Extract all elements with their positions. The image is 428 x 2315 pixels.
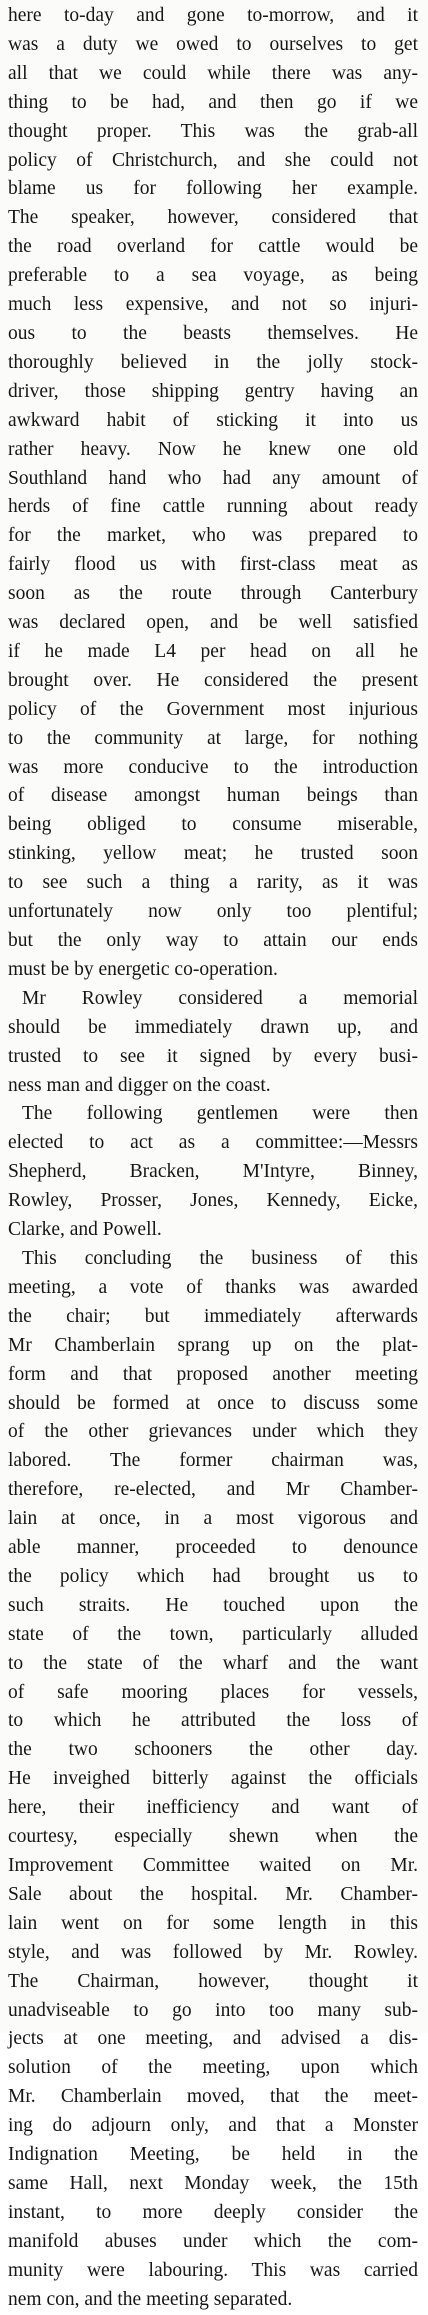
text-line: munity were labouring. This was carried [8,2259,418,2281]
text-line: thoroughly believed in the jolly stock- [8,351,418,373]
text-line: ing do adjourn only, and that a Monster [8,2115,418,2137]
text-line: the policy which had brought us to [8,1565,418,1587]
text-line: jects at one meeting, and advised a dis- [8,2028,418,2050]
text-line: manifold abuses under which the com- [8,2230,418,2252]
text-line: unfortunately now only too plentiful; [8,901,418,923]
text-line: brought over. He considered the present [8,669,418,691]
text-line: blame us for following her example. [8,178,418,200]
text-line: to which he attributed the loss of [8,1710,418,1732]
text-line: fairly flood us with first-class meat as [8,554,418,576]
text-line: to the state of the wharf and the want [8,1652,418,1674]
text-line: therefore, re-elected, and Mr Chamber- [8,1479,418,1501]
text-line: The speaker, however, considered that [8,207,418,229]
text-line: stinking, yellow meat; he trusted soon [8,843,418,865]
text-line: labored. The former chairman was, [8,1450,418,1472]
text-line: nem con, and the meeting separated. [8,2288,293,2310]
text-line: ous to the beasts themselves. He [8,322,418,344]
text-line: preferable to a sea voyage, as being [8,265,418,287]
text-line: here to-day and gone to-morrow, and it [8,5,418,26]
text-line: being obliged to consume miserable, [8,814,418,836]
text-line: thought proper. This was the grab-all [8,120,418,142]
text-line: Sale about the hospital. Mr. Chamber- [8,1883,418,1905]
text-line: instant, to more deeply consider the [8,2201,418,2223]
text-line: solution of the meeting, upon which [8,2057,418,2079]
article-paragraph [8,1100,418,1245]
text-line: same Hall, next Monday week, the 15th [8,2172,418,2194]
article-paragraph [8,985,418,1101]
text-line: to see such a thing a rarity, as it was [8,872,418,894]
text-line: rather heavy. Now he knew one old [8,438,418,460]
text-line: meeting, a vote of thanks was awarded [8,1276,418,1298]
text-line: awkward habit of sticking it into us [8,409,418,431]
text-line: Mr. Chamberlain moved, that the meet- [8,2086,418,2108]
text-line: for the market, who was prepared to [8,525,418,547]
text-line: Mr Rowley considered a memorial [22,987,418,1009]
text-line: thing to be had, and then go if we [8,91,418,113]
text-line: courtesy, especially shewn when the [8,1826,418,1848]
text-line: was declared open, and be well satisfied [8,612,418,634]
text-line: unadviseable to go into too many sub- [8,1999,418,2021]
text-line: was more conducive to the introduction [8,756,418,778]
text-line: if he made L4 per head on all he [8,640,418,662]
article-paragraph [8,2,418,985]
text-line: Indignation Meeting, be held in the [8,2144,418,2166]
text-line: able manner, proceeded to denounce [8,1537,418,1559]
text-line: Rowley, Prosser, Jones, Kennedy, Eicke, [8,1190,418,1212]
text-line: here, their inefficiency and want of [8,1797,418,1819]
article-paragraph [8,1245,418,2315]
text-line: form and that proposed another meeting [8,1363,418,1385]
text-line: of safe mooring places for vessels, [8,1681,418,1703]
text-line: trusted to see it signed by every busi- [8,1045,418,1067]
text-line: the two schooners the other day. [8,1739,418,1761]
text-line: policy of Christchurch, and she could not [8,149,418,171]
text-line: Clarke, and Powell. [8,1219,162,1241]
article-body [8,2,418,2315]
text-line: to the community at large, for nothing [8,727,418,749]
text-line: Improvement Committee waited on Mr. [8,1855,418,1876]
text-line: policy of the Government most injurious [8,698,418,720]
text-line: herds of fine cattle running about ready [8,496,418,518]
text-line: lain at once, in a most vigorous and [8,1508,418,1530]
text-line: Shepherd, Bracken, M'Intyre, Binney, [8,1161,418,1183]
text-line: He inveighed bitterly against the officials [8,1768,418,1790]
text-line: style, and was followed by Mr. Rowley. [8,1941,418,1963]
text-line: should be formed at once to discuss some [8,1392,418,1414]
text-line: of the other grievances under which they [8,1421,418,1443]
text-line: all that we could while there was any- [8,62,418,84]
text-line: Mr Chamberlain sprang up on the plat- [8,1334,418,1356]
text-line: such straits. He touched upon the [8,1594,418,1616]
text-line: state of the town, particularly alluded [8,1623,418,1645]
text-line: This concluding the business of this [22,1247,418,1269]
text-line: soon as the route through Canterbury [8,583,418,605]
text-line: of disease amongst human beings than [8,785,418,807]
text-line: Southland hand who had any amount of [8,467,418,489]
text-line: should be immediately drawn up, and [8,1016,418,1038]
text-line: the road overland for cattle would be [8,236,418,258]
text-line: lain went on for some length in this [8,1912,418,1934]
text-line: elected to act as a committee:—Messrs [8,1132,418,1154]
text-line: was a duty we owed to ourselves to get [8,33,418,55]
text-line: must be by energetic co-operation. [8,958,278,980]
text-line: but the only way to attain our ends [8,930,418,951]
text-line: The following gentlemen were then [22,1103,418,1125]
text-line: ness man and digger on the coast. [8,1074,271,1096]
text-line: driver, those shipping gentry having an [8,380,418,402]
text-line: much less expensive, and not so injuri- [8,294,418,316]
text-line: the chair; but immediately afterwards [8,1305,418,1327]
text-line: The Chairman, however, thought it [8,1970,418,1992]
